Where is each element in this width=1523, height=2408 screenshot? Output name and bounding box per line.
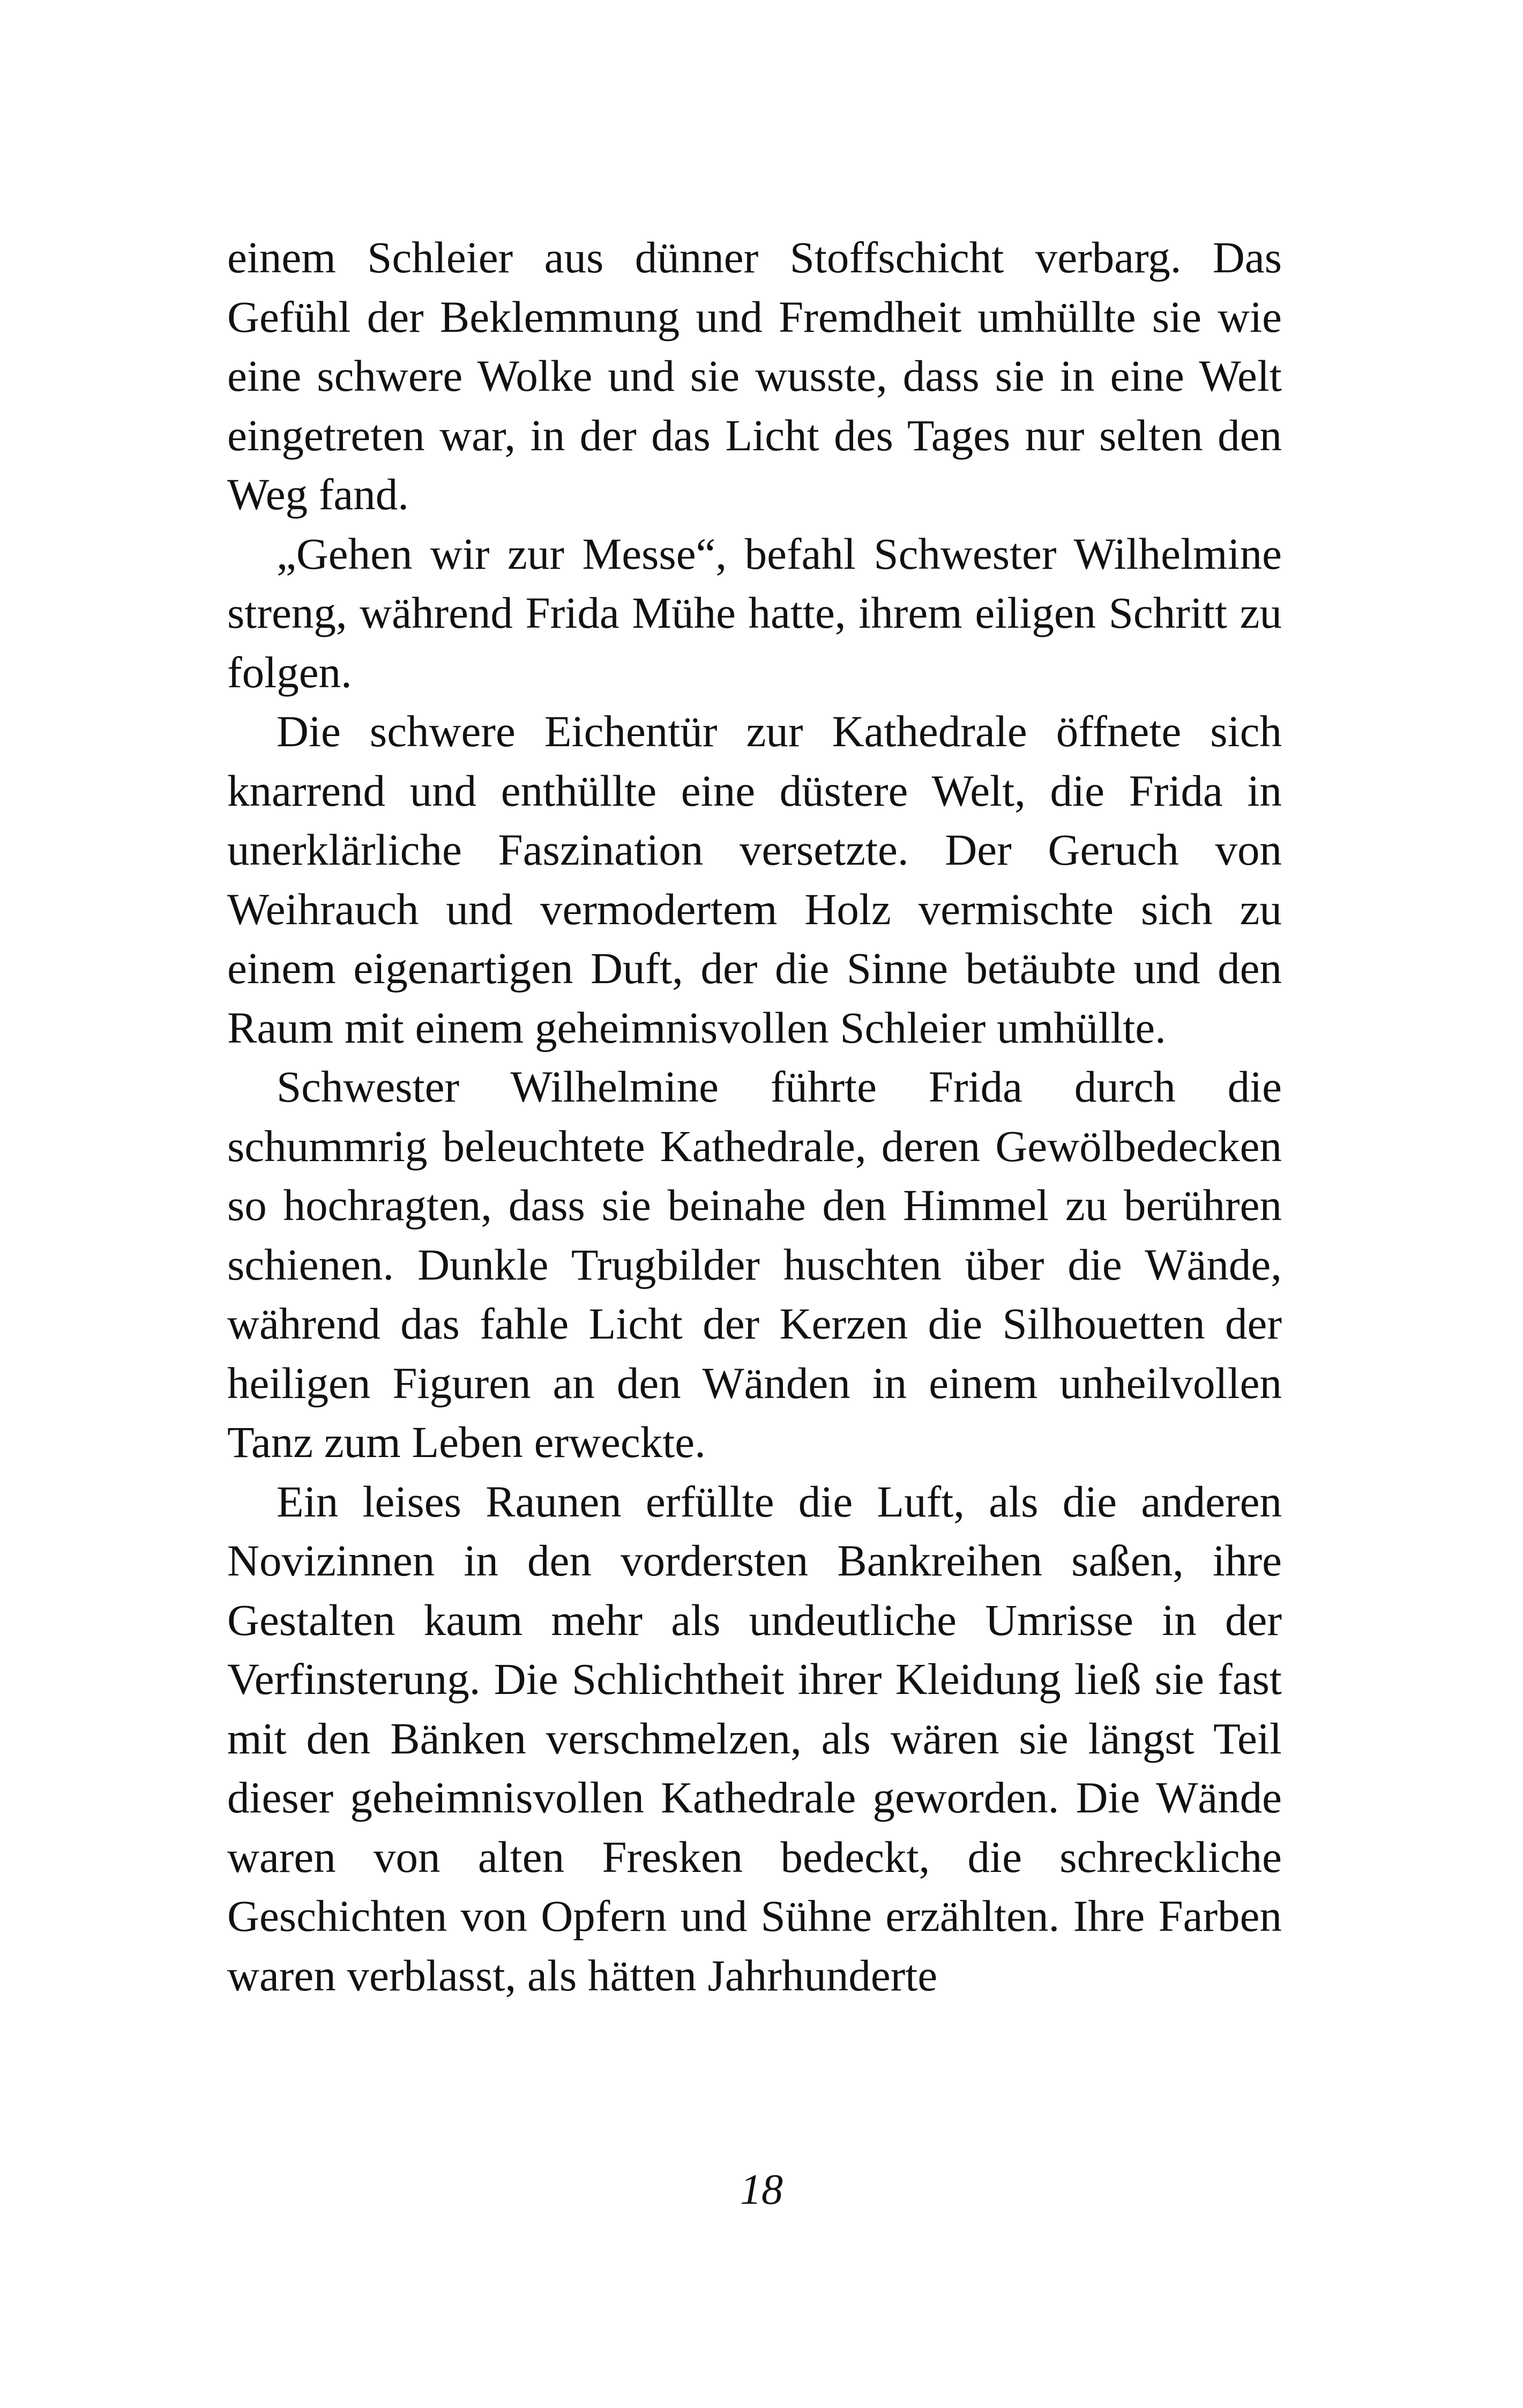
paragraph-2: „Gehen wir zur Messe“, befahl Schwester Wilhelmine streng, während Frida Mühe hatte, ihrem eiligen Schritt zu folgen.: [227, 529, 1282, 697]
paragraph-5: Ein leises Raunen erfüllte die Luft, als die anderen Novizinnen in den vordersten Bankreihen saßen, ihre Gestalten kaum mehr als undeutliche Umrisse in der Verfinsterung. Die Schlichtheit ihrer Kleidung ließ sie fast mit den Bänken verschmelzen, als wären sie längst Teil dieser geheimnisvollen Kathedrale geworden. Die Wände waren von alten Fresken bedeckt, die schreckliche Geschichten von Opfern und Sühne erzählten. Ihre Farben waren verblasst, als hätten Jahrhunderte: [227, 1476, 1282, 2000]
paragraph-1: einem Schleier aus dünner Stoffschicht verbarg. Das Gefühl der Beklemmung und Fremdheit umhüllte sie wie eine schwere Wolke und sie wusste, dass sie in eine Welt eingetreten war, in der das Licht des Tages nur selten den Weg fand.: [227, 233, 1282, 519]
paragraph-3: Die schwere Eichentür zur Kathedrale öffnete sich knarrend und enthüllte eine düstere Welt, die Frida in unerklärliche Faszination versetzte. Der Geruch von Weihrauch und vermodertem Holz vermischte sich zu einem eigenartigen Duft, der die Sinne betäubte und den Raum mit einem geheimnisvollen Schleier umhüllte.: [227, 707, 1282, 1052]
page-number: 18: [740, 2166, 783, 2213]
paragraph-4: Schwester Wilhelmine führte Frida durch die schummrig beleuchtete Kathedrale, deren Gewölbedecken so hochragten, dass sie beinahe den Himmel zu berühren schienen. Dunkle Trugbilder huschten über die Wände, während das fahle Licht der Kerzen die Silhouetten der heiligen Figuren an den Wänden in einem unheilvollen Tanz zum Leben erweckte.: [227, 1062, 1282, 1467]
body-text: [227, 228, 1282, 2005]
